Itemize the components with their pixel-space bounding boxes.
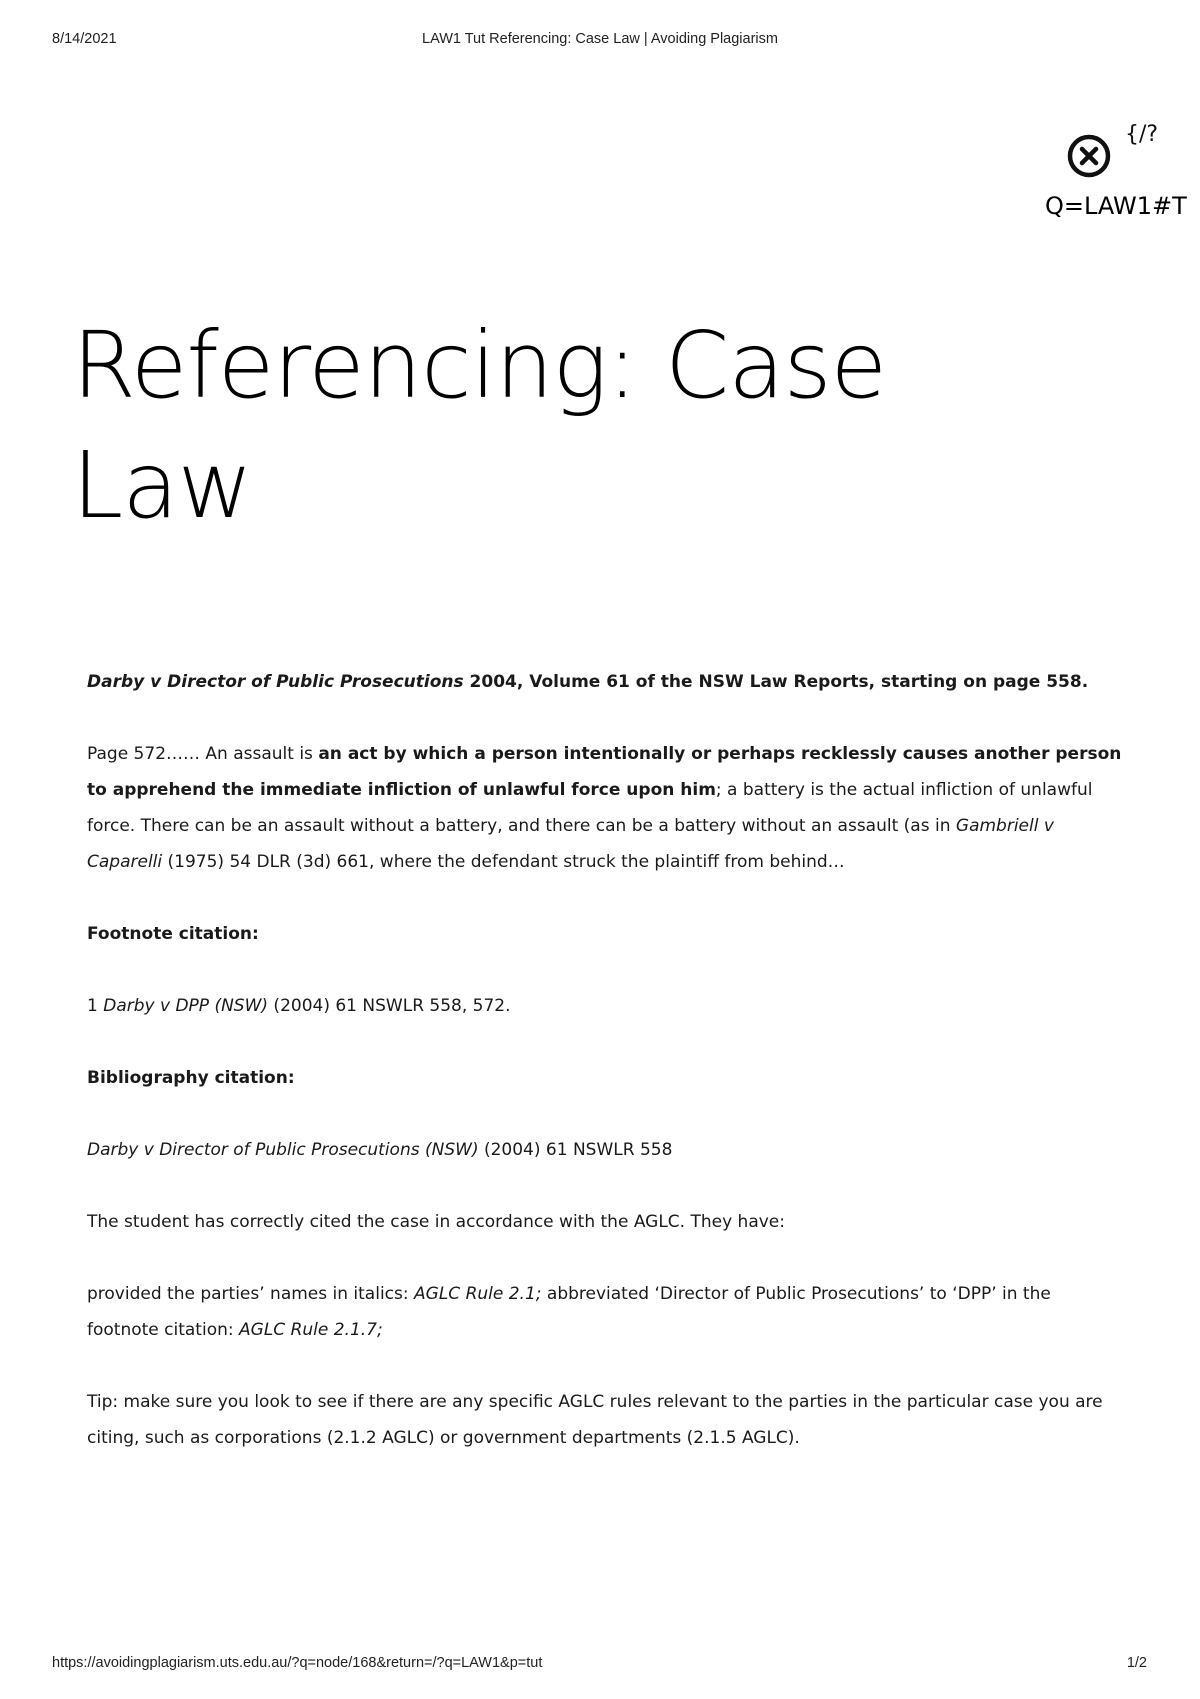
provided-rules: [87, 1276, 1127, 1348]
print-date: 8/14/2021: [52, 31, 117, 47]
case-excerpt: [87, 736, 1127, 880]
close-link-fragment: {/?: [1125, 122, 1159, 147]
footnote-report: (2004) 61 NSWLR 558, 572.: [268, 996, 511, 1016]
page-title: Referencing: Case Law: [72, 312, 887, 539]
bibliography-citation: [87, 1132, 1127, 1168]
excerpt-middle: ; a battery is the actual infliction of unlawful force. There can be an assault without a battery, and there can be a battery without an assault (as in: [87, 780, 1093, 836]
main-content: [87, 664, 1127, 1492]
bibliography-case-name: Darby v Director of Public Prosecutions (NSW): [87, 1140, 479, 1160]
tip: Tip: make sure you look to see if there are any specific AGLC rules relevant to the parties in the particular case you are citing, such as corporations (2.1.2 AGLC) or government departments (2.1.5 AGLC).: [87, 1392, 1103, 1448]
footnote-number: 1: [87, 996, 104, 1016]
provided-part-1: provided the parties’ names in italics:: [87, 1284, 415, 1304]
bibliography-report: (2004) 61 NSWLR 558: [478, 1140, 673, 1160]
case-report-details: 2004, Volume 61 of the NSW Law Reports, starting on page 558.: [463, 672, 1089, 692]
print-url: https://avoidingplagiarism.uts.edu.au/?q=node/168&return=/?q=LAW1&p=tut: [52, 1655, 543, 1671]
excerpt-tail: (1975) 54 DLR (3d) 661, where the defendant struck the plaintiff from behind…: [162, 852, 845, 872]
cited-case-name: Gambriell v Caparelli: [87, 816, 1054, 872]
close-link[interactable]: [1040, 122, 1190, 232]
footnote-case-name: Darby v DPP (NSW): [103, 996, 269, 1016]
footnote-heading: [87, 916, 1127, 952]
case-heading: [87, 664, 1127, 700]
footnote-citation: [87, 988, 1127, 1024]
rule-2-1-7: AGLC Rule 2.1.7;: [239, 1320, 383, 1340]
print-header: [0, 31, 1200, 51]
close-circle-icon[interactable]: [1065, 132, 1113, 180]
print-footer: [0, 1655, 1200, 1675]
footnote-heading-text: Footnote citation:: [87, 924, 259, 944]
excerpt-lead: Page 572…… An assault is: [87, 744, 319, 764]
close-link-label[interactable]: Q=LAW1#T: [1045, 192, 1187, 220]
assault-definition: an act by which a person intentionally or perhaps recklessly causes another person to apprehend the immediate infliction of unlawful force upon him: [87, 744, 1122, 800]
bibliography-heading-text: Bibliography citation:: [87, 1068, 295, 1088]
print-page-number: 1/2: [1126, 1655, 1147, 1671]
explanation: The student has correctly cited the case in accordance with the AGLC. They have:: [87, 1212, 785, 1232]
case-name: Darby v Director of Public Prosecutions: [87, 672, 464, 692]
print-page-title: LAW1 Tut Referencing: Case Law | Avoiding Plagiarism: [422, 31, 778, 47]
rule-2-1: AGLC Rule 2.1;: [414, 1284, 542, 1304]
provided-part-2: abbreviated ‘Director of Public Prosecutions’ to ‘DPP’ in the footnote citation:: [87, 1284, 1051, 1340]
bibliography-heading: [87, 1060, 1127, 1096]
